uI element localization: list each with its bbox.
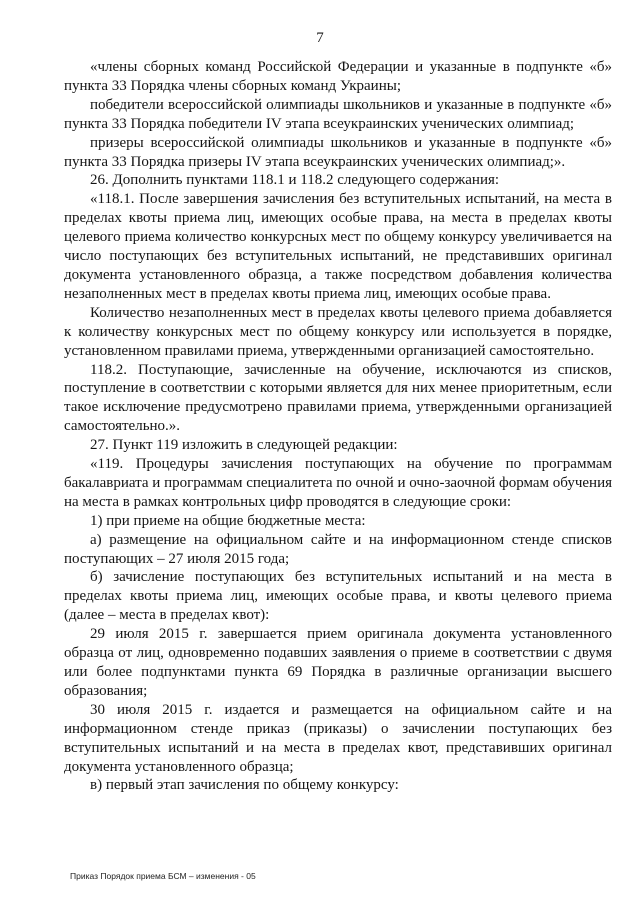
paragraph: 118.2. Поступающие, зачисленные на обучение, исключаются из списков, поступление в соответствии с которыми является для них менее приоритетным, если такое исключение предусмотрено правилами приема, утвержденными организацией самостоятельно.». bbox=[64, 361, 612, 435]
paragraph: «члены сборных команд Российской Федерации и указанные в подпункте «б» пункта 33 Порядка члены сборных команд Украины; bbox=[64, 59, 612, 94]
paragraph: 27. Пункт 119 изложить в следующей редакции: bbox=[90, 437, 398, 454]
paragraph: а) размещение на официальном сайте и на информационном стенде списков поступающих – 27 июля 2015 года; bbox=[64, 531, 612, 567]
page-footer: Приказ Порядок приема БСМ – изменения - 05 bbox=[70, 871, 256, 881]
paragraph: 29 июля 2015 г. завершается прием оригинала документа установленного образца от лиц, одновременно подавших заявления о приеме в соответствии с двумя или более подпунктами пункта 69 Порядка в различные организации высшего образования; bbox=[64, 626, 612, 699]
paragraph: 26. Дополнить пунктами 118.1 и 118.2 следующего содержания: bbox=[90, 172, 500, 189]
paragraph: «119. Процедуры зачисления поступающих на обучение по программам бакалавриата и программам специалитета по очной и очно-заочной формам обучения на места в рамках контрольных цифр проводятся в следующие сроки: bbox=[64, 456, 612, 510]
paragraph: в) первый этап зачисления по общему конкурсу: bbox=[90, 777, 399, 794]
document-body bbox=[64, 58, 612, 795]
paragraph: 1) при приеме на общие бюджетные места: bbox=[90, 512, 366, 529]
paragraph: 30 июля 2015 г. издается и размещается на официальном сайте и на информационном стенде приказ (приказы) о зачислении поступающих без вступительных испытаний и на места в пределах квот, представивших оригинал документа установленного образца; bbox=[64, 701, 612, 775]
paragraph: «118.1. После завершения зачисления без вступительных испытаний, на места в пределах квоты приема лиц, имеющих особые права, на места в пределах квоты целевого приема количество конкурсных мест по общему конкурсу увеличивается на число поступающих без вступительных испытаний, не представивших оригинал документа установленного образца, а также посредством добавления количества незаполненных мест в пределах квоты приема лиц, имеющих особые права. bbox=[64, 191, 612, 302]
paragraph: победители всероссийской олимпиады школьников и указанные в подпункте «б» пункта 33 Порядка победители IV этапа всеукраинских ученических олимпиад; bbox=[64, 96, 612, 132]
page-number: 7 bbox=[316, 30, 324, 46]
paragraph: Количество незаполненных мест в пределах квоты целевого приема добавляется к количеству конкурсных мест по общему конкурсу или используется в порядке, установленном правилами приема, утвержденными организацией самостоятельно. bbox=[64, 304, 612, 359]
paragraph: призеры всероссийской олимпиады школьников и указанные в подпункте «б» пункта 33 Порядка призеры IV этапа всеукраинских ученических олимпиад;». bbox=[64, 134, 612, 170]
paragraph: б) зачисление поступающих без вступительных испытаний и на места в пределах квоты приема лиц, имеющих особые права, и квоты целевого приема (далее – места в пределах квот): bbox=[64, 569, 612, 624]
